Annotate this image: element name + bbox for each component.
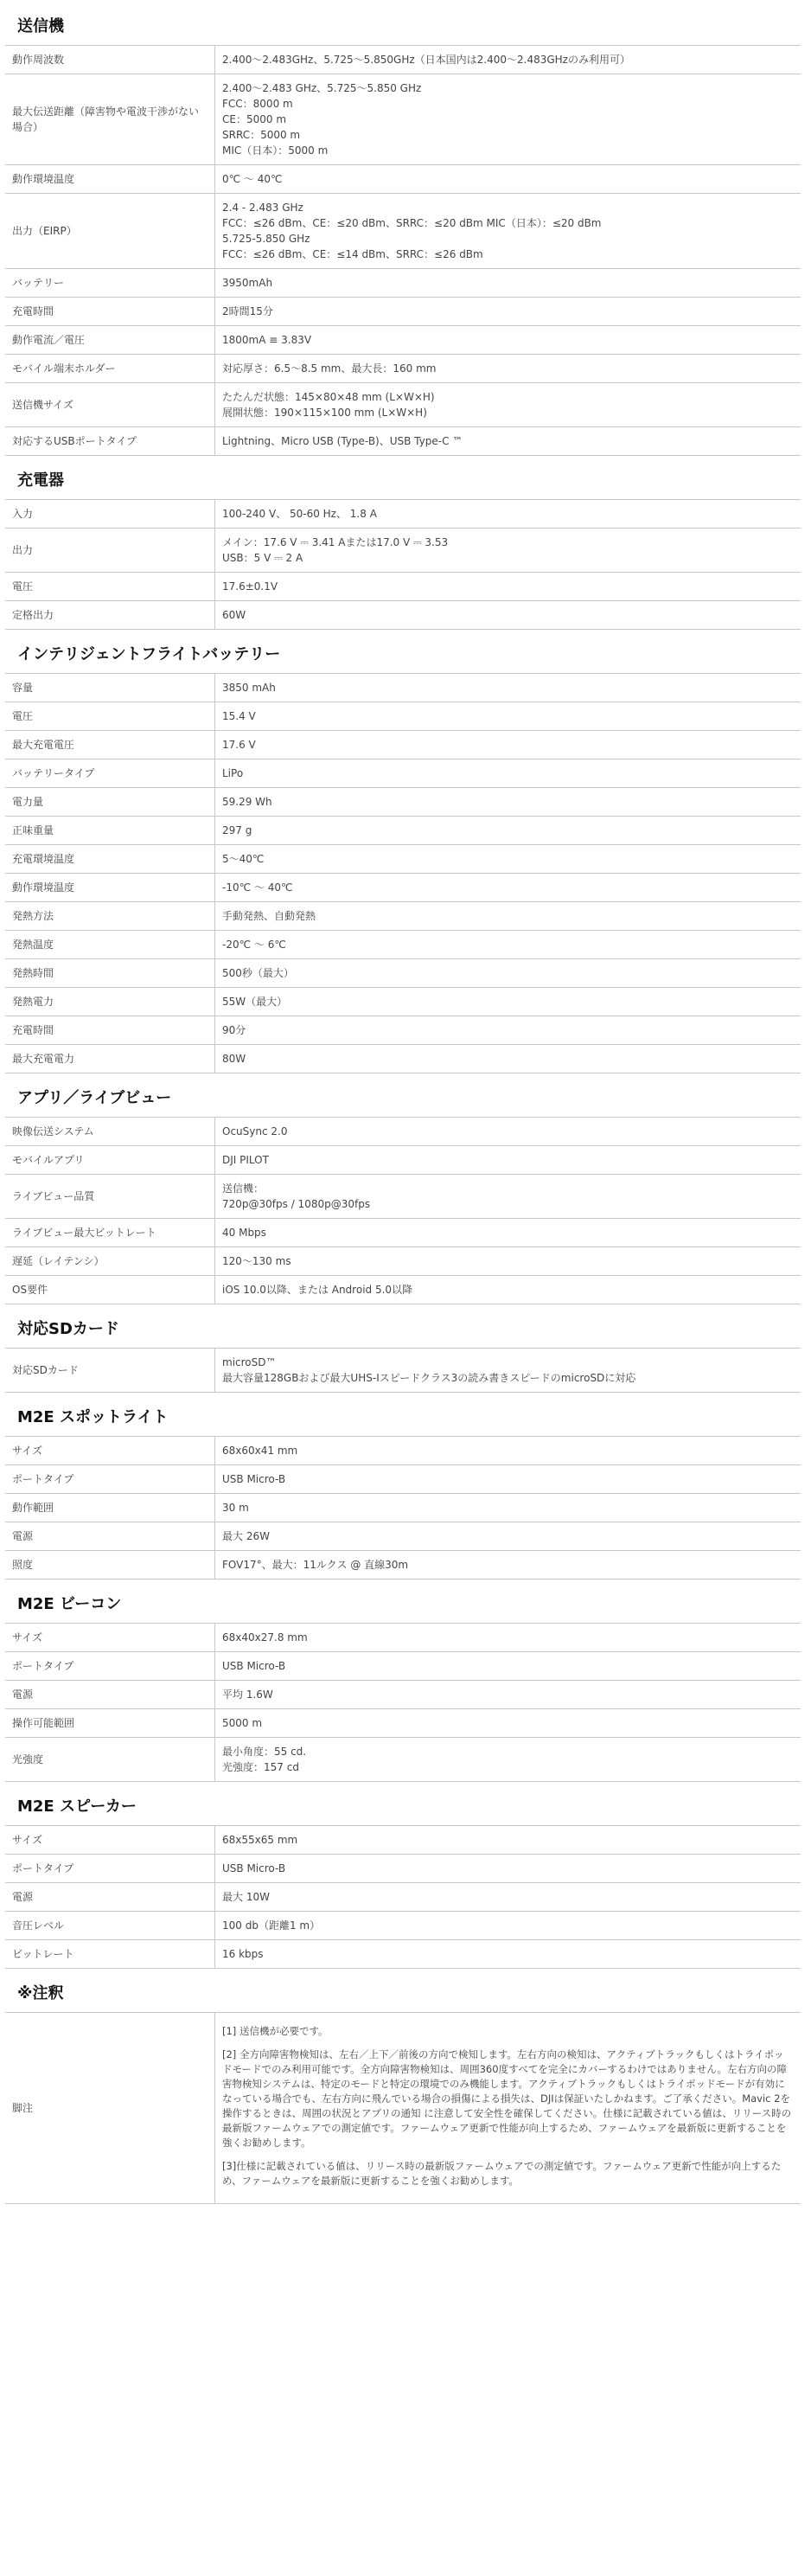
spec-table-flight-battery — [5, 673, 801, 1073]
table-row — [5, 355, 801, 383]
spec-key: 充電環境温度 — [5, 845, 215, 874]
table-row — [5, 326, 801, 355]
spec-value: 80W — [222, 1053, 246, 1065]
section-title-flight-battery: インテリジェントフライトバッテリー — [17, 645, 281, 663]
table-row — [5, 74, 801, 165]
table-row — [5, 845, 801, 874]
spec-key: バッテリー — [5, 269, 215, 298]
spec-key: 発熱温度 — [5, 931, 215, 959]
table-row — [5, 601, 801, 630]
spec-key: バッテリータイプ — [5, 759, 215, 788]
spec-key: 電圧 — [5, 702, 215, 731]
spec-key: 正味重量 — [5, 817, 215, 845]
spec-value: FOV17°、最大：11ルクス @ 直線30m — [222, 1559, 409, 1571]
spec-value: 297 g — [222, 824, 252, 836]
section-title-speaker: M2E スピーカー — [17, 1797, 137, 1816]
table-row — [5, 1276, 801, 1304]
spec-key: 動作電流／電圧 — [5, 326, 215, 355]
table-row — [5, 931, 801, 959]
spec-value: 17.6±0.1V — [222, 580, 278, 593]
spec-key: サイズ — [5, 1437, 215, 1465]
table-row — [5, 1494, 801, 1522]
spec-value: 5000 m — [222, 1717, 263, 1729]
spec-value: 59.29 Wh — [222, 796, 272, 808]
section-title-notes: ※注釈 — [17, 1984, 64, 2002]
table-row — [5, 674, 801, 702]
spec-key: ポートタイプ — [5, 1855, 215, 1883]
table-row — [5, 1912, 801, 1940]
table-row — [5, 269, 801, 298]
spec-value: 平均 1.6W — [222, 1688, 273, 1701]
section-title-app-liveview: アプリ／ライブビュー — [17, 1089, 172, 1107]
spec-key: ビットレート — [5, 1940, 215, 1969]
spec-key: 光強度 — [5, 1738, 215, 1782]
spec-key: 脚注 — [5, 2013, 215, 2204]
spec-value: USB Micro-B — [222, 1660, 286, 1672]
table-row — [5, 2013, 801, 2204]
spec-value: たたんだ状態：145×80×48 mm (L×W×H) 展開状態：190×115×100 mm (L×W×H) — [222, 391, 435, 419]
spec-key: ライブビュー品質 — [5, 1175, 215, 1219]
spec-value: 0℃ ～ 40℃ — [222, 173, 283, 185]
spec-key: 対応するUSBポートタイプ — [5, 427, 215, 456]
spec-value: -20℃ ～ 6℃ — [222, 939, 286, 951]
table-row — [5, 1247, 801, 1276]
table-row — [5, 1016, 801, 1045]
table-row — [5, 817, 801, 845]
table-row — [5, 46, 801, 74]
spec-table-beacon — [5, 1623, 801, 1782]
spec-value: 16 kbps — [222, 1948, 264, 1960]
table-row — [5, 731, 801, 759]
table-row — [5, 1855, 801, 1883]
spec-value: 2.4 - 2.483 GHz FCC：≤26 dBm、CE：≤20 dBm、SRRC：≤20 dBm MIC（日本）：≤20 dBm 5.725-5.850 GHz FCC：≤26 dBm、CE：≤14 dBm、SRRC：≤26 dBm — [222, 202, 602, 260]
spec-key: モバイルアプリ — [5, 1146, 215, 1175]
spec-key: 発熱時間 — [5, 959, 215, 988]
spec-key: サイズ — [5, 1624, 215, 1652]
spec-value: DJI PILOT — [222, 1154, 269, 1166]
spec-key: 電源 — [5, 1522, 215, 1551]
spec-value: 100-240 V、 50-60 Hz、 1.8 A — [222, 508, 377, 520]
spec-value: USB Micro-B — [222, 1862, 286, 1874]
table-row — [5, 1118, 801, 1146]
spec-value: 30 m — [222, 1502, 249, 1514]
spec-value: 対応厚さ：6.5～8.5 mm、最大長：160 mm — [222, 362, 437, 375]
table-row — [5, 988, 801, 1016]
table-row — [5, 1219, 801, 1247]
spec-value: 60W — [222, 609, 246, 621]
spec-value: 2.400～2.483 GHz、5.725～5.850 GHz FCC：8000 m CE：5000 m SRRC：5000 m MIC（日本）：5000 m — [222, 82, 422, 157]
spec-value: iOS 10.0以降、または Android 5.0以降 — [222, 1284, 413, 1296]
spec-value: 17.6 V — [222, 739, 256, 751]
spec-value: 3950mAh — [222, 277, 273, 289]
spec-key: 動作範囲 — [5, 1494, 215, 1522]
table-row — [5, 1349, 801, 1393]
section-title-spotlight: M2E スポットライト — [17, 1408, 169, 1426]
spec-value: 最大 10W — [222, 1891, 270, 1903]
spec-value: 2.400～2.483GHz、5.725～5.850GHz（日本国内は2.400～2.483GHzのみ利用可） — [222, 54, 630, 66]
spec-key: 出力（EIRP） — [5, 194, 215, 269]
footnote-1: [1] 送信機が必要です。 — [222, 2025, 329, 2037]
notes-content — [215, 2013, 801, 2204]
table-row — [5, 1940, 801, 1969]
spec-table-speaker — [5, 1825, 801, 1969]
spec-value: OcuSync 2.0 — [222, 1125, 288, 1137]
table-row — [5, 1681, 801, 1709]
table-row — [5, 1522, 801, 1551]
table-row — [5, 1551, 801, 1580]
section-title-beacon: M2E ビーコン — [17, 1595, 122, 1613]
table-row — [5, 427, 801, 456]
spec-value: 最大 26W — [222, 1530, 270, 1542]
table-row — [5, 383, 801, 427]
section-title-charger: 充電器 — [17, 471, 64, 490]
spec-key: 動作環境温度 — [5, 874, 215, 902]
spec-key: 電源 — [5, 1681, 215, 1709]
spec-value: 68x40x27.8 mm — [222, 1631, 308, 1644]
footnote-3: [3]仕様に記載されている値は、リリース時の最新版ファームウェアでの測定値です。ファームウェア更新で性能が向上するため、ファームウェアを最新版に更新することを強くお勧めします。 — [222, 2160, 782, 2187]
spec-key: 操作可能範囲 — [5, 1709, 215, 1738]
section-title-transmitter: 送信機 — [17, 17, 64, 35]
spec-value: 3850 mAh — [222, 682, 276, 694]
spec-table-app-liveview — [5, 1117, 801, 1304]
table-row — [5, 702, 801, 731]
spec-key: 電圧 — [5, 573, 215, 601]
spec-key: 出力 — [5, 529, 215, 573]
spec-value: 手動発熱、自動発熱 — [222, 910, 316, 922]
spec-value: 1800mA ≡ 3.83V — [222, 334, 312, 346]
spec-key: OS要件 — [5, 1276, 215, 1304]
spec-key: 容量 — [5, 674, 215, 702]
spec-key: 遅延（レイテンシ） — [5, 1247, 215, 1276]
table-row — [5, 788, 801, 817]
spec-key: 発熱方法 — [5, 902, 215, 931]
table-row — [5, 529, 801, 573]
footnote-2: [2] 全方向障害物検知は、左右／上下／前後の方向で検知します。左右方向の検知は、アクティブトラックもしくはトライポッドモードでのみ利用可能です。全方向障害物検知は、周囲360度すべてを完全にカバーするわけではありません。左右方向の障害物検知システムは、特定のモードと特定の環境でのみ機能します。アクティブトラックもしくはトライポッドモードが有効になっている場合でも、左右方向に飛んでいる場合の損傷による損失は、DJIは保証いたしかねます。ご了承ください。Mavic 2を操作するときは、周囲の状況とアプリの通知 に注意して安全性を確保してください。仕様に記載されている値は、リリース時の最新版ファームウェアでの測定値です。ファームウェア更新で性能が向上するため、ファームウェアを最新版に更新することを強くお勧めします。 — [222, 2048, 792, 2149]
spec-value: メイン：17.6 V ⎓ 3.41 Aまたは17.0 V ⎓ 3.53 USB：5 V ⎓ 2 A — [222, 536, 449, 564]
spec-key: 映像伝送システム — [5, 1118, 215, 1146]
spec-value: 100 db（距離1 m） — [222, 1919, 321, 1932]
spec-key: 照度 — [5, 1551, 215, 1580]
spec-key: 動作環境温度 — [5, 165, 215, 194]
table-row — [5, 298, 801, 326]
spec-table-notes — [5, 2012, 801, 2204]
table-row — [5, 959, 801, 988]
spec-value: LiPo — [222, 767, 244, 779]
table-row — [5, 759, 801, 788]
spec-value: 15.4 V — [222, 710, 256, 722]
spec-key: ライブビュー最大ビットレート — [5, 1219, 215, 1247]
table-row — [5, 1624, 801, 1652]
spec-key: 音圧レベル — [5, 1912, 215, 1940]
spec-value: microSD™ 最大容量128GBおよび最大UHS-Iスピードクラス3の読み書きスピードのmicroSDに対応 — [222, 1356, 636, 1384]
spec-key: ポートタイプ — [5, 1465, 215, 1494]
spec-value: 最小角度：55 cd. 光強度：157 cd — [222, 1746, 307, 1773]
spec-value: 送信機： 720p@30fps / 1080p@30fps — [222, 1182, 371, 1210]
spec-key: 動作周波数 — [5, 46, 215, 74]
spec-value: USB Micro-B — [222, 1473, 286, 1485]
spec-key: 充電時間 — [5, 298, 215, 326]
table-row — [5, 194, 801, 269]
spec-key: 定格出力 — [5, 601, 215, 630]
spec-value: 500秒（最大） — [222, 967, 294, 979]
spec-value: 55W（最大） — [222, 996, 288, 1008]
spec-key: ポートタイプ — [5, 1652, 215, 1681]
spec-value: 68x60x41 mm — [222, 1445, 298, 1457]
table-row — [5, 1045, 801, 1073]
spec-value: 120～130 ms — [222, 1255, 291, 1267]
spec-key: 対応SDカード — [5, 1349, 215, 1393]
table-row — [5, 1738, 801, 1782]
table-row — [5, 1437, 801, 1465]
table-row — [5, 902, 801, 931]
spec-key: 入力 — [5, 500, 215, 529]
spec-table-spotlight — [5, 1436, 801, 1580]
spec-key: 送信機サイズ — [5, 383, 215, 427]
spec-value: 68x55x65 mm — [222, 1834, 298, 1846]
table-row — [5, 1465, 801, 1494]
table-row — [5, 1652, 801, 1681]
table-row — [5, 573, 801, 601]
table-row — [5, 500, 801, 529]
table-row — [5, 874, 801, 902]
spec-key: 充電時間 — [5, 1016, 215, 1045]
spec-key: 発熱電力 — [5, 988, 215, 1016]
spec-key: モバイル端末ホルダー — [5, 355, 215, 383]
spec-value: 5～40℃ — [222, 853, 265, 865]
spec-key: 最大充電電力 — [5, 1045, 215, 1073]
spec-key: 最大充電電圧 — [5, 731, 215, 759]
table-row — [5, 1826, 801, 1855]
spec-table-transmitter — [5, 45, 801, 456]
table-row — [5, 1709, 801, 1738]
spec-value: 2時間15分 — [222, 305, 273, 317]
spec-value: -10℃ ～ 40℃ — [222, 881, 293, 894]
table-row — [5, 1175, 801, 1219]
spec-value: 40 Mbps — [222, 1227, 266, 1239]
table-row — [5, 165, 801, 194]
spec-table-charger — [5, 499, 801, 630]
spec-key: 電源 — [5, 1883, 215, 1912]
table-row — [5, 1883, 801, 1912]
spec-key: 最大伝送距離（障害物や電波干渉がない場合） — [5, 74, 215, 165]
section-title-sd-card: 対応SDカード — [17, 1320, 119, 1338]
spec-key: 電力量 — [5, 788, 215, 817]
spec-key: サイズ — [5, 1826, 215, 1855]
spec-value: Lightning、Micro USB (Type-B)、USB Type-C ™ — [222, 435, 463, 447]
spec-table-sd-card — [5, 1348, 801, 1393]
table-row — [5, 1146, 801, 1175]
spec-value: 90分 — [222, 1024, 246, 1036]
